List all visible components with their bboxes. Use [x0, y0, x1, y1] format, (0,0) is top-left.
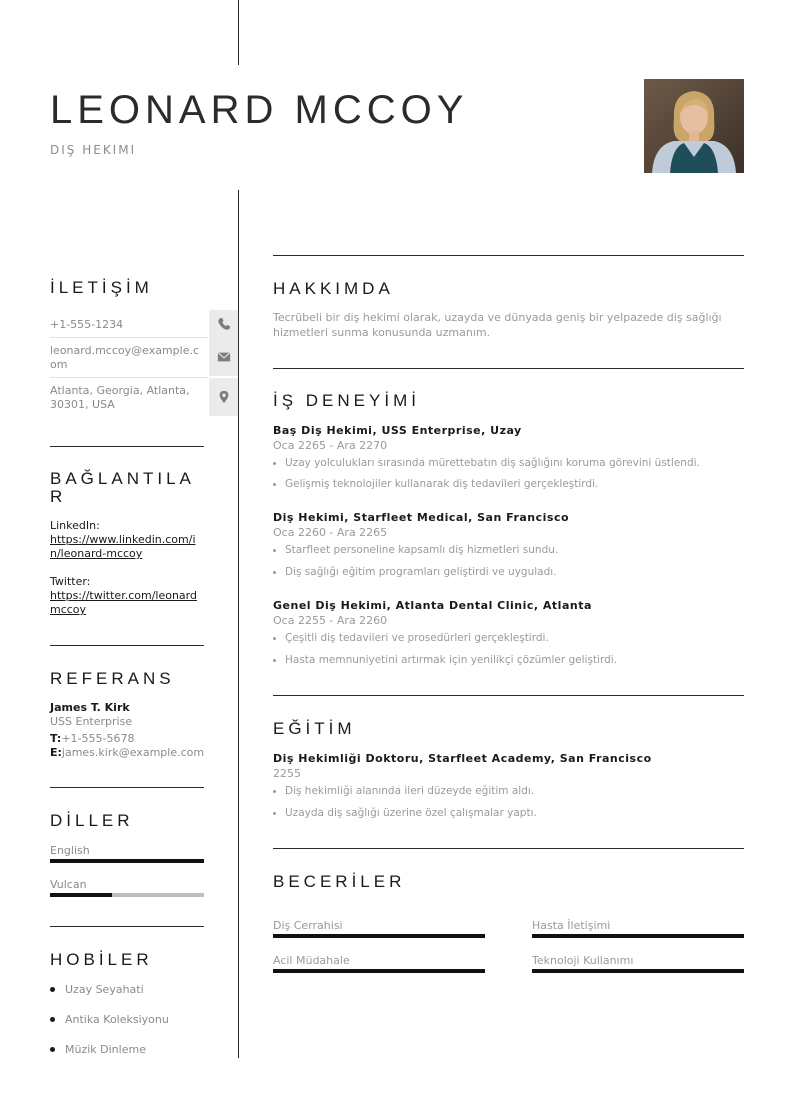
hobby-item: [50, 1013, 169, 1026]
job-bullet-text: Diş sağlığı eğitim programları geliştirdi ve uyguladı.: [285, 566, 557, 578]
experience-divider: [273, 368, 744, 369]
job-date: Oca 2260 - Ara 2265: [273, 526, 388, 539]
skill-name: Teknoloji Kullanımı: [532, 954, 634, 967]
linkedin-link[interactable]: https://www.linkedin.com/in/leonard-mccoy: [50, 533, 196, 560]
about-text: Tecrübeli bir diş hekimi olarak, uzayda ve dünyada geniş bir yelpazede diş sağlığı hizmetleri sunma konusunda uzmanım.: [273, 311, 722, 339]
hobby-label: Müzik Dinleme: [65, 1043, 146, 1056]
envelope-icon: [209, 338, 238, 376]
bullet-dot: [273, 659, 276, 662]
links-divider: [50, 446, 204, 447]
languages-section-title: DİLLER: [50, 811, 134, 830]
job-date: Oca 2265 - Ara 2270: [273, 439, 388, 452]
education-bullet-text: Uzayda diş sağlığı üzerine özel çalışmalar yaptı.: [285, 807, 537, 819]
reference-email-label: E:: [50, 746, 62, 759]
bullet-dot: [273, 812, 276, 815]
bullet-dot: [50, 1017, 55, 1022]
job-title: Diş Hekimi, Starfleet Medical, San Francisco: [273, 511, 570, 524]
skills-divider: [273, 848, 744, 849]
education-year: 2255: [273, 767, 301, 780]
reference-phone: [50, 732, 134, 745]
education-bullet: [273, 807, 537, 819]
job-bullet: [273, 544, 558, 556]
education-section-title: EĞİTİM: [273, 719, 356, 738]
skill-name: Diş Cerrahisi: [273, 919, 343, 932]
job-bullet-text: Gelişmiş teknolojiler kullanarak diş tedavileri gerçekleştirdi.: [285, 478, 599, 490]
skill-bar: [273, 934, 485, 938]
job-bullet-text: Starfleet personeline kapsamlı diş hizmetleri sundu.: [285, 544, 559, 556]
language-level-bar: [50, 859, 204, 863]
education-degree: Diş Hekimliği Doktoru, Starfleet Academy, San Francisco: [273, 752, 652, 765]
references-section-title: REFERANS: [50, 669, 175, 688]
bullet-dot: [273, 549, 276, 552]
job-bullet: [273, 457, 700, 469]
contact-address-value: Atlanta, Georgia, Atlanta, 30301, USA: [50, 384, 190, 411]
twitter-link[interactable]: https://twitter.com/leonardmccoy: [50, 589, 197, 616]
skill-name: Hasta İletişimi: [532, 919, 611, 932]
job-bullet: [273, 632, 549, 644]
bullet-dot: [273, 571, 276, 574]
skill-bar: [532, 969, 744, 973]
map-pin-icon-graphic: [217, 390, 231, 404]
job-bullet: [273, 654, 617, 666]
bullet-dot: [273, 483, 276, 486]
phone-icon: [209, 310, 238, 338]
reference-name: James T. Kirk: [50, 701, 130, 714]
language-level-fill: [50, 893, 112, 897]
about-divider: [273, 255, 744, 256]
job-title: Genel Diş Hekimi, Atlanta Dental Clinic, Atlanta: [273, 599, 592, 612]
bullet-dot: [50, 987, 55, 992]
job-bullet: [273, 478, 598, 490]
job-bullet-text: Hasta memnuniyetini artırmak için yenilikçi çözümler geliştirdi.: [285, 654, 618, 666]
language-name: English: [50, 844, 90, 857]
hobby-label: Uzay Seyahati: [65, 983, 144, 996]
job-bullet: [273, 566, 557, 578]
job-bullet-text: Uzay yolculukları sırasında mürettebatın diş sağlığını koruma görevini üstlendi.: [285, 457, 700, 469]
map-pin-icon: [209, 378, 238, 416]
language-name: Vulcan: [50, 878, 87, 891]
bullet-dot: [273, 790, 276, 793]
reference-email-value: james.kirk@example.com: [61, 746, 205, 759]
skill-bar: [273, 969, 485, 973]
experience-section-title: İŞ DENEYİMİ: [273, 391, 420, 410]
language-level-bar: [50, 893, 204, 897]
education-divider: [273, 695, 744, 696]
hobby-item: [50, 983, 144, 996]
job-title: Baş Diş Hekimi, USS Enterprise, Uzay: [273, 424, 522, 437]
twitter-label: Twitter:: [50, 575, 91, 588]
candidate-job-title: DIŞ HEKIMI: [50, 143, 137, 157]
hobby-item: [50, 1043, 146, 1056]
contact-section-title: İLETİŞİM: [50, 278, 153, 297]
envelope-icon-graphic: [217, 350, 231, 364]
education-bullet: [273, 785, 534, 797]
contact-separator: [50, 377, 208, 378]
hobbies-divider: [50, 926, 204, 927]
skill-name: Acil Müdahale: [273, 954, 350, 967]
reference-phone-label: T:: [50, 732, 62, 745]
profile-photo-image: [644, 79, 744, 173]
hobby-label: Antika Koleksiyonu: [65, 1013, 169, 1026]
education-bullet-text: Diş hekimliği alanında ileri düzeyde eğitim aldı.: [285, 785, 535, 797]
column-divider: [238, 190, 239, 1058]
job-bullet-text: Çeşitli diş tedavileri ve prosedürleri gerçekleştirdi.: [285, 632, 549, 644]
profile-photo: [644, 79, 744, 173]
linkedin-label: LinkedIn:: [50, 519, 100, 532]
skills-section-title: BECERİLER: [273, 872, 406, 891]
bullet-dot: [273, 637, 276, 640]
phone-icon-graphic: [217, 317, 231, 331]
language-level-fill: [50, 859, 204, 863]
reference-organization: USS Enterprise: [50, 715, 133, 728]
reference-email: [50, 746, 204, 759]
contact-phone-value: +1-555-1234: [50, 318, 124, 331]
job-date: Oca 2255 - Ara 2260: [273, 614, 388, 627]
candidate-name: LEONARD MCCOY: [50, 88, 469, 132]
top-divider: [238, 0, 239, 65]
languages-divider: [50, 787, 204, 788]
links-section-title: BAĞLANTILAR: [50, 469, 195, 506]
hobbies-section-title: HOBİLER: [50, 950, 153, 969]
bullet-dot: [273, 462, 276, 465]
contact-email-value: leonard.mccoy@example.com: [50, 344, 200, 371]
skill-bar: [532, 934, 744, 938]
contact-separator: [50, 337, 208, 338]
about-section-title: HAKKIMDA: [273, 279, 394, 298]
references-divider: [50, 645, 204, 646]
bullet-dot: [50, 1047, 55, 1052]
reference-phone-value: +1-555-5678: [61, 732, 135, 745]
